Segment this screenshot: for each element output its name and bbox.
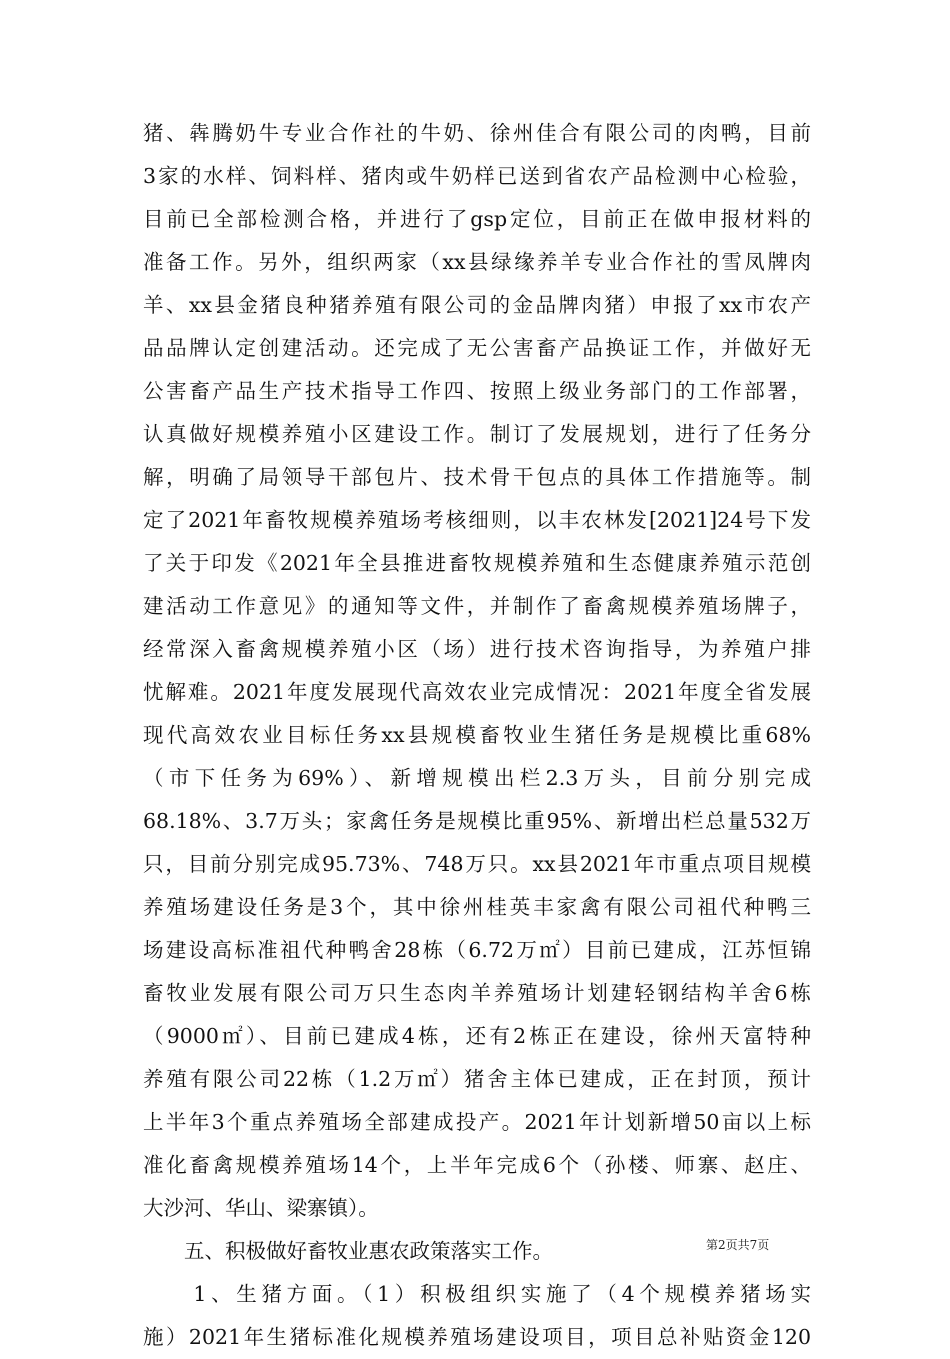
document-body [143, 112, 811, 1359]
text-line: 了关于印发《2021年全县推进畜牧规模养殖和生态健康养殖示范创 [143, 551, 811, 575]
text-line: 解，明确了局领导干部包片、技术骨干包点的具体工作措施等。制 [143, 465, 811, 489]
text-line: 68.18%、3.7万头；家禽任务是规模比重95%、新增出栏总量532万 [143, 809, 811, 833]
text-line: （市下任务为69%）、新增规模出栏2.3万头，目前分别完成 [143, 766, 811, 790]
section-heading: 五、积极做好畜牧业惠农政策落实工作。 [143, 1239, 553, 1263]
text-line: 施）2021年生猪标准化规模养殖场建设项目，项目总补贴资金120 [143, 1325, 811, 1349]
text-line: 畜牧业发展有限公司万只生态肉羊养殖场计划建轻钢结构羊舍6栋 [143, 981, 811, 1005]
text-line: 建活动工作意见》的通知等文件，并制作了畜禽规模养殖场牌子， [143, 594, 811, 618]
text-line: 1、生猪方面。（1）积极组织实施了（4个规模养猪场实 [143, 1282, 811, 1306]
text-line: 羊、xx县金猪良种猪养殖有限公司的金品牌肉猪）申报了xx市农产 [143, 293, 811, 317]
text-line: 忧解难。2021年度发展现代高效农业完成情况：2021年度全省发展 [143, 680, 811, 704]
text-line: 品品牌认定创建活动。还完成了无公害畜产品换证工作，并做好无 [143, 336, 811, 360]
text-line: 猪、犇腾奶牛专业合作社的牛奶、徐州佳合有限公司的肉鸭，目前 [143, 121, 811, 145]
text-line: 场建设高标准祖代种鸭舍28栋（6.72万㎡）目前已建成，江苏恒锦 [143, 938, 811, 962]
text-line: 公害畜产品生产技术指导工作四、按照上级业务部门的工作部署， [143, 379, 811, 403]
text-line: 养殖场建设任务是3个，其中徐州桂英丰家禽有限公司祖代种鸭三 [143, 895, 811, 919]
text-line: 经常深入畜禽规模养殖小区（场）进行技术咨询指导，为养殖户排 [143, 637, 811, 661]
text-line: 目前已全部检测合格，并进行了gsp定位，目前正在做申报材料的 [143, 207, 811, 231]
text-line: 上半年3个重点养殖场全部建成投产。2021年计划新增50亩以上标 [143, 1110, 811, 1134]
text-line: 准化畜禽规模养殖场14个，上半年完成6个（孙楼、师寨、赵庄、 [143, 1153, 811, 1177]
page-number: 第2页共7页 [706, 1238, 770, 1252]
text-line: 大沙河、华山、梁寨镇）。 [143, 1196, 379, 1220]
text-line: 认真做好规模养殖小区建设工作。制订了发展规划，进行了任务分 [143, 422, 811, 446]
text-line: 3家的水样、饲料样、猪肉或牛奶样已送到省农产品检测中心检验， [143, 164, 811, 188]
text-line: 定了2021年畜牧规模养殖场考核细则，以丰农林发[2021]24号下发 [143, 508, 811, 532]
text-line: 养殖有限公司22栋（1.2万㎡）猪舍主体已建成，正在封顶，预计 [143, 1067, 811, 1091]
text-line: 准备工作。另外，组织两家（xx县绿缘养羊专业合作社的雪凤牌肉 [143, 250, 811, 274]
text-line: 现代高效农业目标任务xx县规模畜牧业生猪任务是规模比重68% [143, 723, 811, 747]
text-line: （9000㎡）、目前已建成4栋，还有2栋正在建设，徐州天富特种 [143, 1024, 811, 1048]
text-line: 只，目前分别完成95.73%、748万只。xx县2021年市重点项目规模 [143, 852, 811, 876]
